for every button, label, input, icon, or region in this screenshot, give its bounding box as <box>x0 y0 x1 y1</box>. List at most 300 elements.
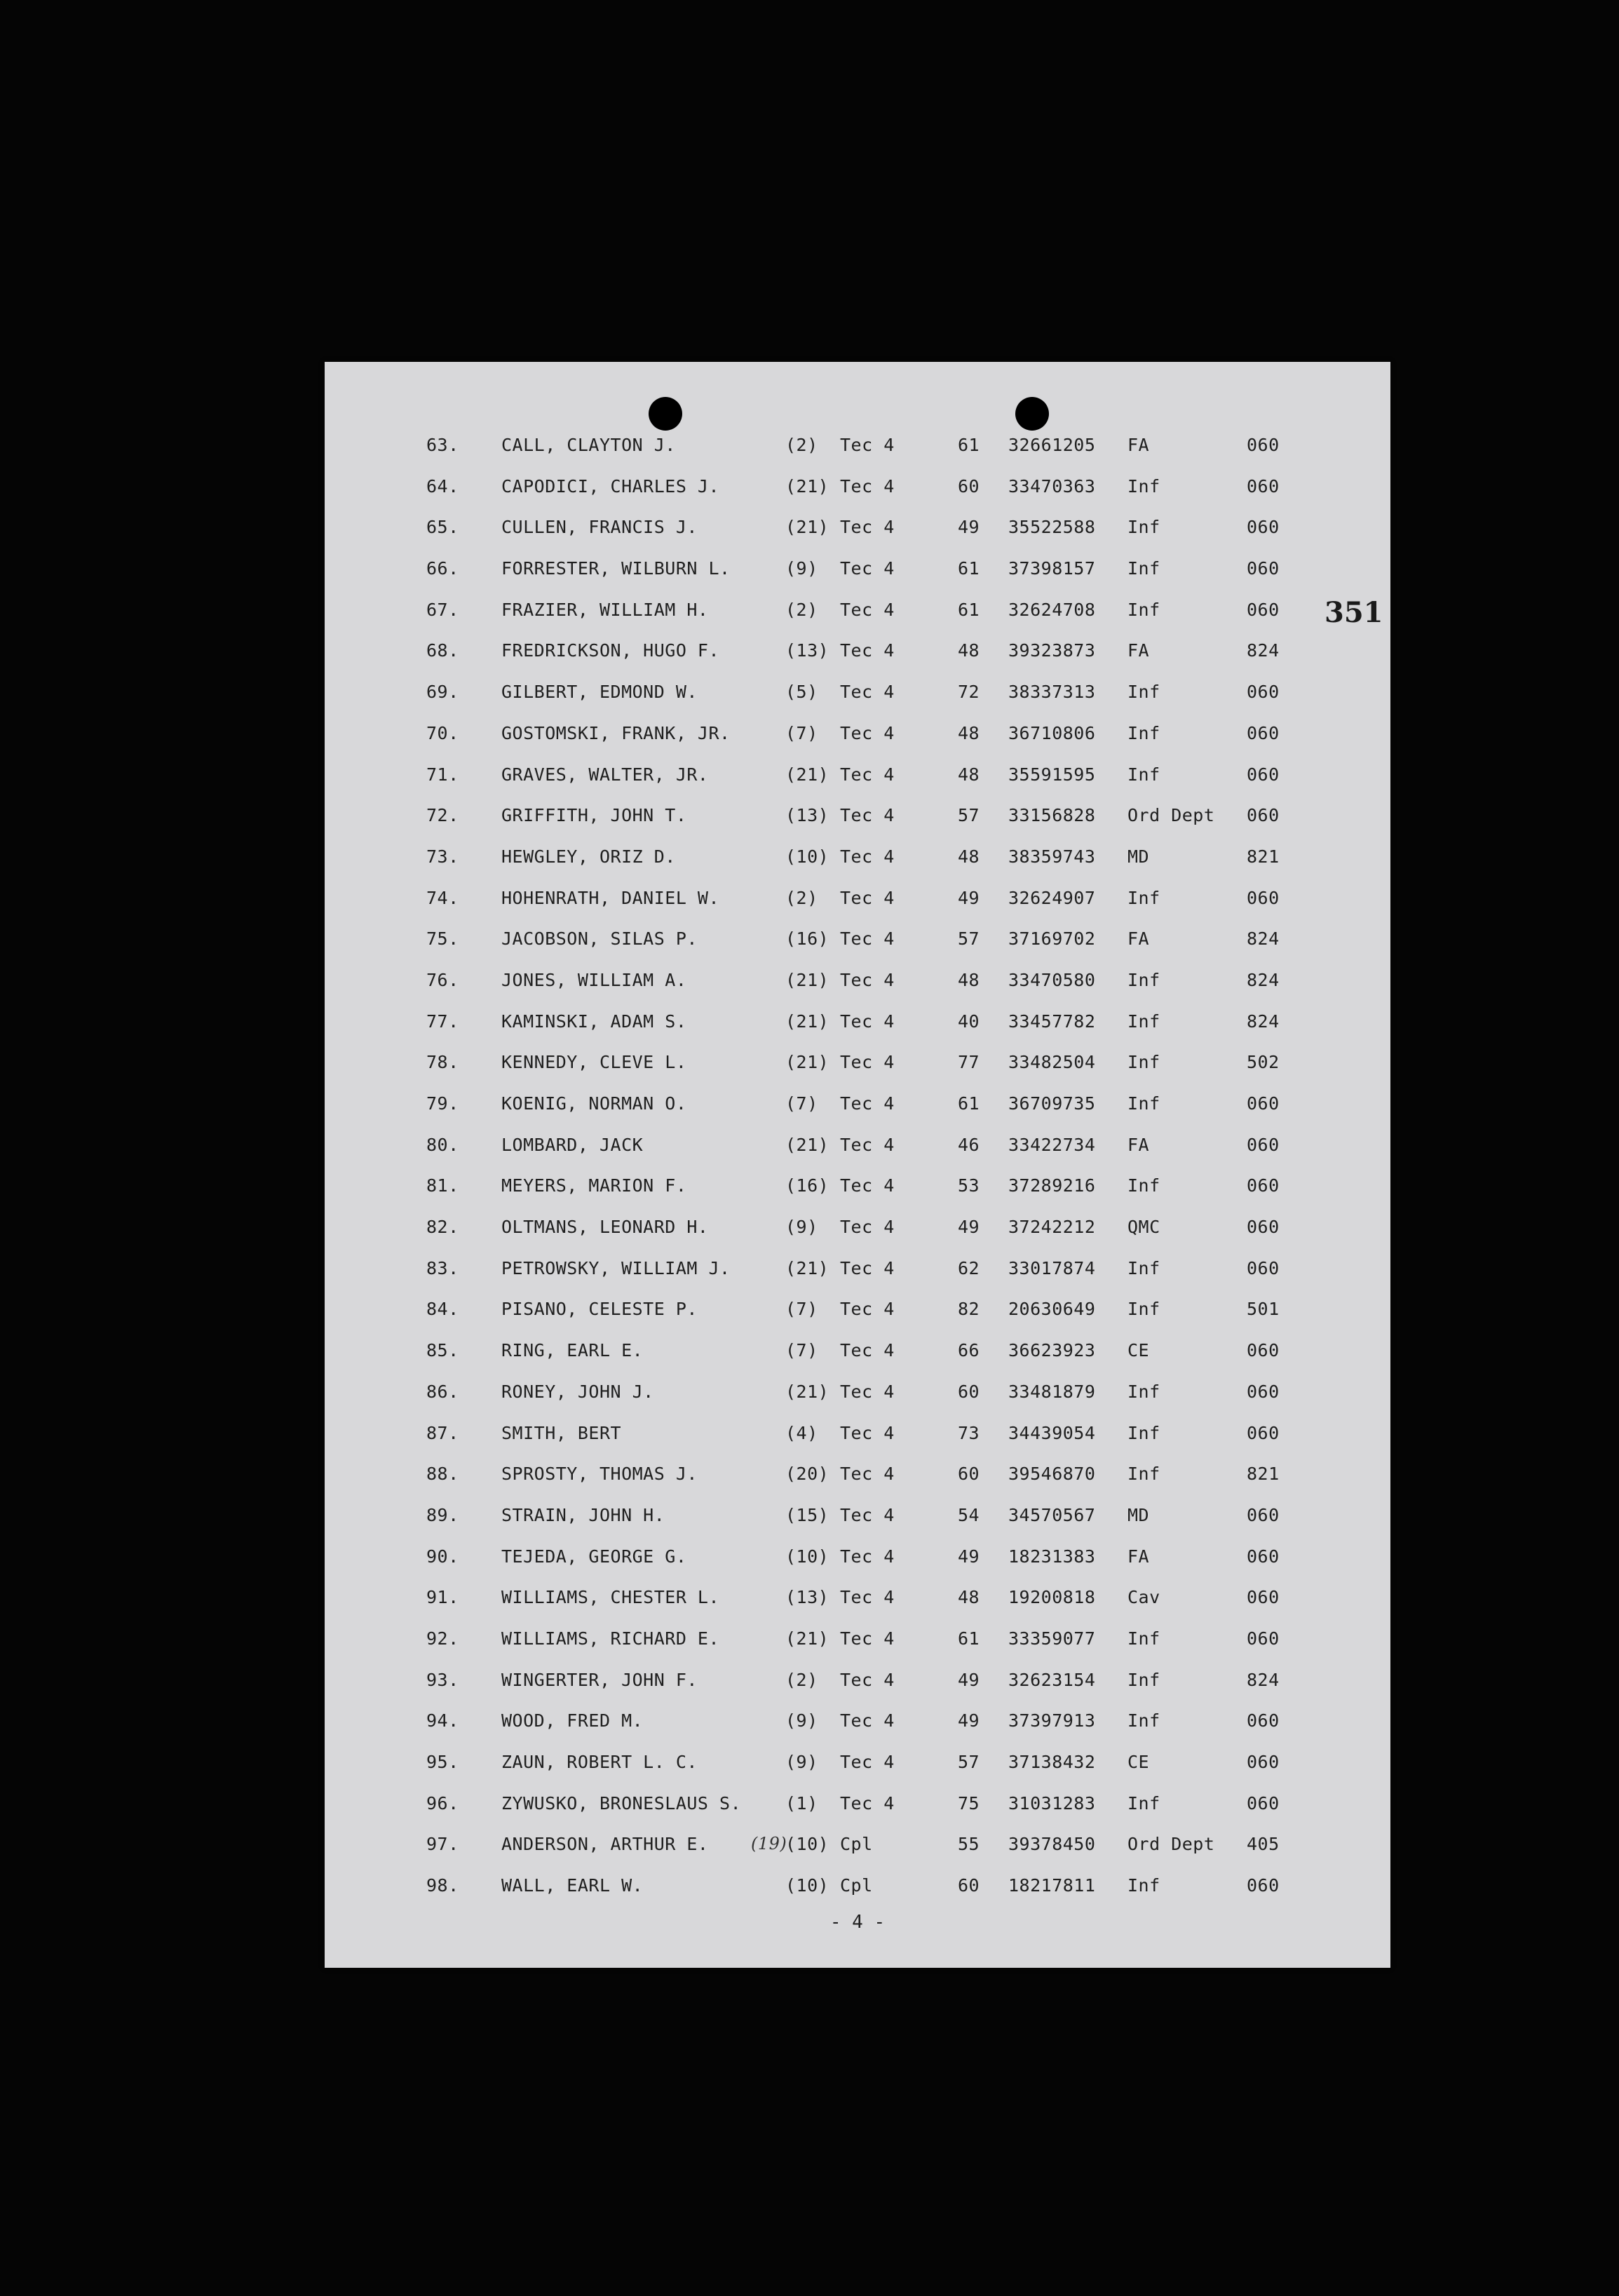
row-number: 95. <box>426 1752 459 1772</box>
code: (9) <box>785 558 818 579</box>
age: 57 <box>958 805 980 826</box>
grade: Tec 4 <box>840 1587 895 1608</box>
code: (21) <box>785 1134 829 1155</box>
age: 48 <box>958 764 980 785</box>
serial-number: 33481879 <box>1008 1381 1096 1402</box>
mos-code: 060 <box>1247 1257 1280 1278</box>
row-number: 86. <box>426 1381 459 1402</box>
mos-code: 060 <box>1247 1504 1280 1525</box>
arm-of-service: CE <box>1127 1752 1150 1772</box>
grade: Tec 4 <box>840 722 895 743</box>
row-number: 65. <box>426 517 459 538</box>
row-number: 67. <box>426 599 459 620</box>
row-number: 71. <box>426 764 459 785</box>
mos-code: 060 <box>1247 1710 1280 1731</box>
serial-number: 33156828 <box>1008 805 1096 826</box>
age: 46 <box>958 1134 980 1155</box>
grade: Tec 4 <box>840 1752 895 1772</box>
soldier-name: PETROWSKY, WILLIAM J. <box>501 1257 731 1278</box>
arm-of-service: Inf <box>1127 682 1160 703</box>
serial-number: 38337313 <box>1008 682 1096 703</box>
table-row <box>325 795 1390 837</box>
age: 48 <box>958 640 980 661</box>
arm-of-service: Inf <box>1127 722 1160 743</box>
table-row <box>325 1865 1390 1907</box>
soldier-name: TEJEDA, GEORGE G. <box>501 1546 687 1567</box>
soldier-name: FRAZIER, WILLIAM H. <box>501 599 709 620</box>
grade: Tec 4 <box>840 599 895 620</box>
mos-code: 060 <box>1247 682 1280 703</box>
age: 57 <box>958 1752 980 1772</box>
soldier-name: FORRESTER, WILBURN L. <box>501 558 731 579</box>
grade: Tec 4 <box>840 1669 895 1690</box>
soldier-name: HEWGLEY, ORIZ D. <box>501 846 676 867</box>
grade: Tec 4 <box>840 764 895 785</box>
arm-of-service: Inf <box>1127 1422 1160 1443</box>
soldier-name: WINGERTER, JOHN F. <box>501 1669 698 1690</box>
arm-of-service: Inf <box>1127 1464 1160 1485</box>
arm-of-service: Inf <box>1127 517 1160 538</box>
code: (7) <box>785 1340 818 1361</box>
serial-number: 38359743 <box>1008 846 1096 867</box>
mos-code: 060 <box>1247 1628 1280 1649</box>
code: (5) <box>785 682 818 703</box>
arm-of-service: FA <box>1127 1546 1150 1567</box>
mos-code: 824 <box>1247 928 1280 950</box>
row-number: 70. <box>426 722 459 743</box>
code: (21) <box>785 969 829 990</box>
grade: Cpl <box>840 1834 873 1855</box>
grade: Tec 4 <box>840 1710 895 1731</box>
mos-code: 821 <box>1247 1464 1280 1485</box>
serial-number: 32624907 <box>1008 887 1096 908</box>
grade: Tec 4 <box>840 1134 895 1155</box>
mos-code: 060 <box>1247 1752 1280 1772</box>
serial-number: 37242212 <box>1008 1217 1096 1238</box>
soldier-name: HOHENRATH, DANIEL W. <box>501 887 720 908</box>
soldier-name: FREDRICKSON, HUGO F. <box>501 640 720 661</box>
mos-code: 060 <box>1247 887 1280 908</box>
grade: Tec 4 <box>840 1299 895 1320</box>
arm-of-service: Inf <box>1127 1299 1160 1320</box>
age: 40 <box>958 1011 980 1032</box>
table-row <box>325 1248 1390 1290</box>
grade: Tec 4 <box>840 1792 895 1814</box>
grade: Tec 4 <box>840 887 895 908</box>
arm-of-service: Inf <box>1127 1175 1160 1196</box>
grade: Tec 4 <box>840 1340 895 1361</box>
row-number: 98. <box>426 1875 459 1896</box>
grade: Tec 4 <box>840 969 895 990</box>
arm-of-service: Inf <box>1127 969 1160 990</box>
code: (21) <box>785 1052 829 1073</box>
grade: Tec 4 <box>840 1257 895 1278</box>
row-number: 90. <box>426 1546 459 1567</box>
soldier-name: RONEY, JOHN J. <box>501 1381 654 1402</box>
arm-of-service: Inf <box>1127 1093 1160 1114</box>
row-number: 96. <box>426 1792 459 1814</box>
arm-of-service: Inf <box>1127 887 1160 908</box>
age: 54 <box>958 1504 980 1525</box>
code: (2) <box>785 887 818 908</box>
table-row <box>325 466 1390 508</box>
table-row <box>325 1372 1390 1413</box>
table-row <box>325 878 1390 919</box>
soldier-name: GILBERT, EDMOND W. <box>501 682 698 703</box>
age: 72 <box>958 682 980 703</box>
row-number: 89. <box>426 1504 459 1525</box>
table-row <box>325 919 1390 960</box>
mos-code: 060 <box>1247 599 1280 620</box>
grade: Tec 4 <box>840 1422 895 1443</box>
age: 61 <box>958 599 980 620</box>
serial-number: 19200818 <box>1008 1587 1096 1608</box>
serial-number: 35591595 <box>1008 764 1096 785</box>
soldier-name: WILLIAMS, CHESTER L. <box>501 1587 720 1608</box>
grade: Tec 4 <box>840 1217 895 1238</box>
code: (7) <box>785 722 818 743</box>
age: 49 <box>958 517 980 538</box>
mos-code: 824 <box>1247 1669 1280 1690</box>
mos-code: 824 <box>1247 1011 1280 1032</box>
soldier-name: WILLIAMS, RICHARD E. <box>501 1628 720 1649</box>
row-number: 68. <box>426 640 459 661</box>
code: (7) <box>785 1299 818 1320</box>
serial-number: 33457782 <box>1008 1011 1096 1032</box>
soldier-name: SPROSTY, THOMAS J. <box>501 1464 698 1485</box>
serial-number: 37397913 <box>1008 1710 1096 1731</box>
row-number: 81. <box>426 1175 459 1196</box>
age: 73 <box>958 1422 980 1443</box>
age: 61 <box>958 1628 980 1649</box>
code: (2) <box>785 599 818 620</box>
age: 49 <box>958 1710 980 1731</box>
mos-code: 060 <box>1247 558 1280 579</box>
arm-of-service: Inf <box>1127 1381 1160 1402</box>
age: 61 <box>958 435 980 455</box>
age: 49 <box>958 887 980 908</box>
code: (13) <box>785 640 829 661</box>
table-row <box>325 590 1390 631</box>
serial-number: 31031283 <box>1008 1792 1096 1814</box>
serial-number: 37289216 <box>1008 1175 1096 1196</box>
grade: Tec 4 <box>840 517 895 538</box>
age: 60 <box>958 1464 980 1485</box>
grade: Tec 4 <box>840 1504 895 1525</box>
table-row <box>325 1537 1390 1578</box>
mos-code: 060 <box>1247 722 1280 743</box>
row-number: 72. <box>426 805 459 826</box>
arm-of-service: Inf <box>1127 1052 1160 1073</box>
grade: Tec 4 <box>840 1175 895 1196</box>
grade: Tec 4 <box>840 682 895 703</box>
soldier-name: KENNEDY, CLEVE L. <box>501 1052 687 1073</box>
code: (13) <box>785 805 829 826</box>
row-number: 79. <box>426 1093 459 1114</box>
soldier-name: LOMBARD, JACK <box>501 1134 644 1155</box>
row-number: 97. <box>426 1834 459 1855</box>
code: (10) <box>785 1834 829 1855</box>
serial-number: 37398157 <box>1008 558 1096 579</box>
row-number: 76. <box>426 969 459 990</box>
mos-code: 405 <box>1247 1834 1280 1855</box>
mos-code: 824 <box>1247 640 1280 661</box>
age: 53 <box>958 1175 980 1196</box>
code: (20) <box>785 1464 829 1485</box>
serial-number: 32661205 <box>1008 435 1096 455</box>
serial-number: 39378450 <box>1008 1834 1096 1855</box>
age: 75 <box>958 1792 980 1814</box>
age: 48 <box>958 846 980 867</box>
table-row <box>325 1701 1390 1742</box>
row-number: 92. <box>426 1628 459 1649</box>
serial-number: 37169702 <box>1008 928 1096 950</box>
soldier-name: ANDERSON, ARTHUR E. <box>501 1834 709 1855</box>
serial-number: 37138432 <box>1008 1752 1096 1772</box>
age: 49 <box>958 1217 980 1238</box>
grade: Tec 4 <box>840 1628 895 1649</box>
soldier-name: GRAVES, WALTER, JR. <box>501 764 709 785</box>
table-row <box>325 1083 1390 1125</box>
arm-of-service: QMC <box>1127 1217 1160 1238</box>
mos-code: 821 <box>1247 846 1280 867</box>
arm-of-service: Inf <box>1127 1257 1160 1278</box>
serial-number: 36709735 <box>1008 1093 1096 1114</box>
table-row <box>325 425 1390 466</box>
soldier-name: KAMINSKI, ADAM S. <box>501 1011 687 1032</box>
serial-number: 33017874 <box>1008 1257 1096 1278</box>
row-number: 88. <box>426 1464 459 1485</box>
age: 49 <box>958 1546 980 1567</box>
age: 61 <box>958 1093 980 1114</box>
grade: Cpl <box>840 1875 873 1896</box>
row-number: 82. <box>426 1217 459 1238</box>
table-row <box>325 1413 1390 1454</box>
table-row <box>325 1660 1390 1701</box>
code: (1) <box>785 1792 818 1814</box>
table-row <box>325 1001 1390 1043</box>
serial-number: 33470363 <box>1008 475 1096 497</box>
serial-number: 33482504 <box>1008 1052 1096 1073</box>
soldier-name: MEYERS, MARION F. <box>501 1175 687 1196</box>
arm-of-service: Inf <box>1127 475 1160 497</box>
code: (21) <box>785 764 829 785</box>
age: 77 <box>958 1052 980 1073</box>
grade: Tec 4 <box>840 640 895 661</box>
code: (7) <box>785 1093 818 1114</box>
mos-code: 060 <box>1247 435 1280 455</box>
soldier-name: ZYWUSKO, BRONESLAUS S. <box>501 1792 742 1814</box>
grade: Tec 4 <box>840 435 895 455</box>
soldier-name: SMITH, BERT <box>501 1422 622 1443</box>
serial-number: 34439054 <box>1008 1422 1096 1443</box>
code: (13) <box>785 1587 829 1608</box>
row-number: 75. <box>426 928 459 950</box>
age: 55 <box>958 1834 980 1855</box>
mos-code: 060 <box>1247 1381 1280 1402</box>
serial-number: 33422734 <box>1008 1134 1096 1155</box>
row-number: 91. <box>426 1587 459 1608</box>
row-number: 74. <box>426 887 459 908</box>
serial-number: 20630649 <box>1008 1299 1096 1320</box>
roster-list <box>325 425 1390 1907</box>
soldier-name: GOSTOMSKI, FRANK, JR. <box>501 722 731 743</box>
table-row <box>325 1042 1390 1083</box>
table-row <box>325 630 1390 672</box>
grade: Tec 4 <box>840 1464 895 1485</box>
code: (21) <box>785 1257 829 1278</box>
table-row <box>325 1166 1390 1207</box>
table-row <box>325 507 1390 548</box>
row-number: 83. <box>426 1257 459 1278</box>
code: (2) <box>785 435 818 455</box>
mos-code: 060 <box>1247 764 1280 785</box>
table-row <box>325 672 1390 713</box>
grade: Tec 4 <box>840 558 895 579</box>
table-row <box>325 1824 1390 1865</box>
serial-number: 36710806 <box>1008 722 1096 743</box>
arm-of-service: FA <box>1127 640 1150 661</box>
handwritten-annotation: (19) <box>751 1834 787 1854</box>
grade: Tec 4 <box>840 1546 895 1567</box>
age: 48 <box>958 1587 980 1608</box>
page-stamp-number: 351 <box>1325 596 1383 629</box>
code: (2) <box>785 1669 818 1690</box>
code: (10) <box>785 1875 829 1896</box>
age: 61 <box>958 558 980 579</box>
soldier-name: CAPODICI, CHARLES J. <box>501 475 720 497</box>
mos-code: 060 <box>1247 475 1280 497</box>
soldier-name: WALL, EARL W. <box>501 1875 644 1896</box>
row-number: 85. <box>426 1340 459 1361</box>
grade: Tec 4 <box>840 1093 895 1114</box>
serial-number: 39323873 <box>1008 640 1096 661</box>
soldier-name: ZAUN, ROBERT L. C. <box>501 1752 698 1772</box>
code: (10) <box>785 846 829 867</box>
mos-code: 060 <box>1247 1422 1280 1443</box>
serial-number: 18217811 <box>1008 1875 1096 1896</box>
soldier-name: CALL, CLAYTON J. <box>501 435 676 455</box>
soldier-name: KOENIG, NORMAN O. <box>501 1093 687 1114</box>
document-page <box>325 362 1390 1968</box>
table-row <box>325 1454 1390 1495</box>
age: 48 <box>958 969 980 990</box>
grade: Tec 4 <box>840 805 895 826</box>
table-row <box>325 713 1390 755</box>
table-row <box>325 1330 1390 1372</box>
arm-of-service: Inf <box>1127 1710 1160 1731</box>
age: 60 <box>958 1875 980 1896</box>
row-number: 78. <box>426 1052 459 1073</box>
soldier-name: OLTMANS, LEONARD H. <box>501 1217 709 1238</box>
code: (4) <box>785 1422 818 1443</box>
mos-code: 060 <box>1247 805 1280 826</box>
table-row <box>325 548 1390 590</box>
serial-number: 36623923 <box>1008 1340 1096 1361</box>
age: 48 <box>958 722 980 743</box>
arm-of-service: Inf <box>1127 764 1160 785</box>
row-number: 64. <box>426 475 459 497</box>
row-number: 66. <box>426 558 459 579</box>
table-row <box>325 1577 1390 1619</box>
serial-number: 32624708 <box>1008 599 1096 620</box>
table-row <box>325 1495 1390 1537</box>
soldier-name: GRIFFITH, JOHN T. <box>501 805 687 826</box>
table-row <box>325 1783 1390 1825</box>
table-row <box>325 1289 1390 1330</box>
code: (21) <box>785 475 829 497</box>
mos-code: 060 <box>1247 1792 1280 1814</box>
mos-code: 502 <box>1247 1052 1280 1073</box>
table-row <box>325 1207 1390 1248</box>
table-row <box>325 1619 1390 1660</box>
age: 60 <box>958 1381 980 1402</box>
row-number: 63. <box>426 435 459 455</box>
age: 49 <box>958 1669 980 1690</box>
table-row <box>325 755 1390 796</box>
soldier-name: RING, EARL E. <box>501 1340 644 1361</box>
serial-number: 33359077 <box>1008 1628 1096 1649</box>
arm-of-service: CE <box>1127 1340 1150 1361</box>
grade: Tec 4 <box>840 1052 895 1073</box>
arm-of-service: FA <box>1127 928 1150 950</box>
row-number: 87. <box>426 1422 459 1443</box>
grade: Tec 4 <box>840 846 895 867</box>
code: (9) <box>785 1752 818 1772</box>
age: 62 <box>958 1257 980 1278</box>
soldier-name: JACOBSON, SILAS P. <box>501 928 698 950</box>
code: (9) <box>785 1217 818 1238</box>
serial-number: 35522588 <box>1008 517 1096 538</box>
code: (21) <box>785 1628 829 1649</box>
arm-of-service: Ord Dept <box>1127 805 1215 826</box>
age: 60 <box>958 475 980 497</box>
row-number: 80. <box>426 1134 459 1155</box>
page-number: - 4 - <box>829 1912 886 1933</box>
code: (21) <box>785 1381 829 1402</box>
code: (15) <box>785 1504 829 1525</box>
mos-code: 060 <box>1247 1093 1280 1114</box>
soldier-name: PISANO, CELESTE P. <box>501 1299 698 1320</box>
table-row <box>325 960 1390 1001</box>
grade: Tec 4 <box>840 475 895 497</box>
table-row <box>325 1125 1390 1166</box>
mos-code: 060 <box>1247 1175 1280 1196</box>
mos-code: 060 <box>1247 1587 1280 1608</box>
table-row <box>325 1742 1390 1783</box>
code: (10) <box>785 1546 829 1567</box>
row-number: 69. <box>426 682 459 703</box>
arm-of-service: MD <box>1127 1504 1150 1525</box>
arm-of-service: Cav <box>1127 1587 1160 1608</box>
code: (16) <box>785 1175 829 1196</box>
arm-of-service: Inf <box>1127 1011 1160 1032</box>
code: (16) <box>785 928 829 950</box>
soldier-name: STRAIN, JOHN H. <box>501 1504 665 1525</box>
row-number: 84. <box>426 1299 459 1320</box>
soldier-name: WOOD, FRED M. <box>501 1710 644 1731</box>
grade: Tec 4 <box>840 1011 895 1032</box>
row-number: 73. <box>426 846 459 867</box>
serial-number: 39546870 <box>1008 1464 1096 1485</box>
mos-code: 060 <box>1247 1134 1280 1155</box>
grade: Tec 4 <box>840 928 895 950</box>
row-number: 77. <box>426 1011 459 1032</box>
arm-of-service: FA <box>1127 435 1150 455</box>
arm-of-service: MD <box>1127 846 1150 867</box>
arm-of-service: Inf <box>1127 1875 1160 1896</box>
mos-code: 824 <box>1247 969 1280 990</box>
